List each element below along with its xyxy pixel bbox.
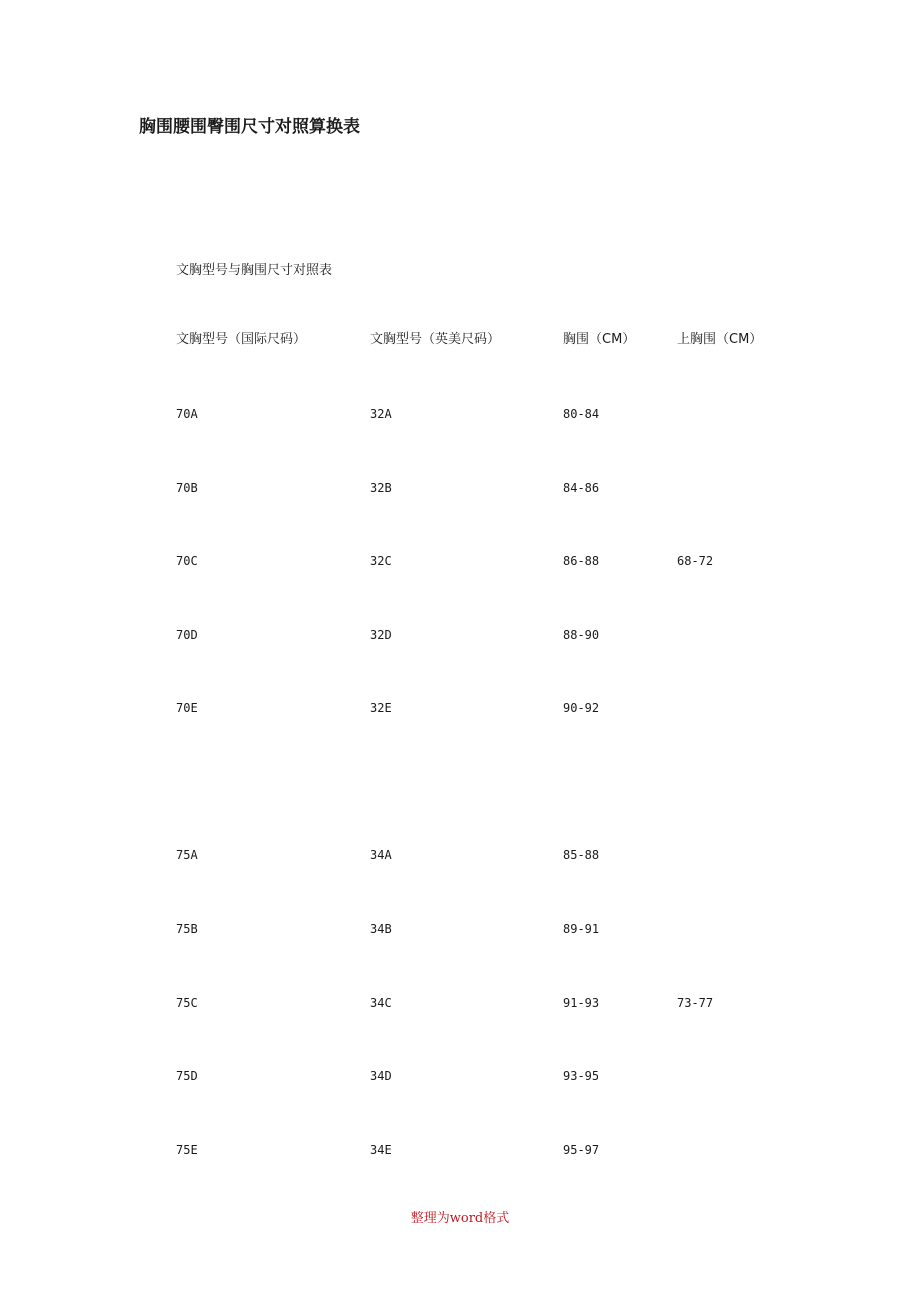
table-cell: 70C <box>176 554 198 568</box>
table-cell: 70A <box>176 407 198 421</box>
table-cell: 73-77 <box>677 996 714 1010</box>
page-footer: 整理为word格式 <box>410 1211 510 1226</box>
table-cell: 68-72 <box>677 554 714 568</box>
table-cell: 90-92 <box>563 701 600 715</box>
table-cell: 75B <box>176 922 198 936</box>
table-cell: 93-95 <box>563 1069 600 1083</box>
table-cell: 80-84 <box>563 407 600 421</box>
table-cell: 70B <box>176 481 198 495</box>
table-cell: 86-88 <box>563 554 600 568</box>
table-cell: 32A <box>370 407 392 421</box>
table-cell: 91-93 <box>563 996 600 1010</box>
table-cell: 75C <box>176 996 198 1010</box>
table-cell: 32B <box>370 481 392 495</box>
table-cell: 75A <box>176 848 198 862</box>
table-cell: 32C <box>370 554 392 568</box>
table-cell: 34B <box>370 922 392 936</box>
table-cell: 70D <box>176 628 198 642</box>
table-cell: 70E <box>176 701 198 715</box>
table-cell: 34D <box>370 1069 392 1083</box>
column-header-underbust: 上胸围（CM） <box>677 332 763 347</box>
table-cell: 89-91 <box>563 922 600 936</box>
table-cell: 34A <box>370 848 392 862</box>
table-cell: 84-86 <box>563 481 600 495</box>
column-header-bust: 胸围（CM） <box>563 332 636 347</box>
column-header-intl-size: 文胸型号（国际尺码） <box>176 332 307 347</box>
table-cell: 75D <box>176 1069 198 1083</box>
column-header-us-uk-size: 文胸型号（英美尺码） <box>370 332 501 347</box>
table-cell: 34E <box>370 1143 392 1157</box>
table-caption: 文胸型号与胸围尺寸对照表 <box>176 263 333 278</box>
table-cell: 32D <box>370 628 392 642</box>
table-cell: 75E <box>176 1143 198 1157</box>
table-cell: 95-97 <box>563 1143 600 1157</box>
table-cell: 88-90 <box>563 628 600 642</box>
table-cell: 34C <box>370 996 392 1010</box>
table-cell: 85-88 <box>563 848 600 862</box>
table-cell: 32E <box>370 701 392 715</box>
document-title: 胸围腰围臀围尺寸对照算换表 <box>139 117 360 137</box>
